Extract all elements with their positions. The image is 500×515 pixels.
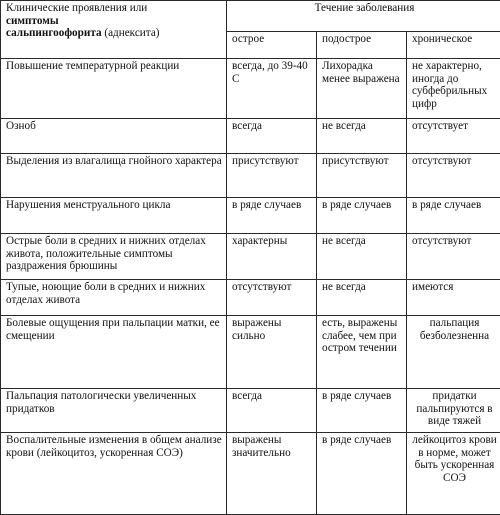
subacute-cell: не всегда (317, 280, 407, 316)
chronic-cell: отсутствуют (407, 154, 500, 198)
header-disease-alias: (аднексита) (102, 27, 160, 39)
acute-cell: характерны (227, 234, 317, 280)
acute-cell: всегда, до 39-40 С (227, 59, 317, 119)
subacute-cell: Лихорадка менее выражена (317, 59, 407, 119)
acute-cell: отсутствуют (227, 280, 317, 316)
table-row (1, 119, 500, 154)
acute-cell: выражены значительно (227, 433, 317, 515)
subacute-cell: не всегда (317, 234, 407, 280)
symptom-cell: Выделения из влагалища гнойного характера (1, 154, 227, 198)
table-row (1, 198, 500, 234)
subacute-cell: есть, выражены слабее, чем при остром течении (317, 316, 407, 389)
symptom-cell: Острые боли в средних и нижних отделах живота, положительные симптомы раздражения брюшины (1, 234, 227, 280)
chronic-cell: в ряде случаев (407, 198, 500, 234)
subacute-cell: в ряде случаев (317, 389, 407, 433)
chronic-cell: придатки пальпируются в виде тяжей (407, 389, 500, 433)
header-col-chronic: хроническое (407, 32, 500, 59)
header-col-acute: острое (227, 32, 317, 59)
chronic-cell: не характерно, иногда до субфебрильных цифр (407, 59, 500, 119)
acute-cell: всегда (227, 119, 317, 154)
header-symptoms-cell (1, 1, 227, 59)
acute-cell: в ряде случаев (227, 198, 317, 234)
symptom-cell: Тупые, ноющие боли в средних и нижних отделах живота (1, 280, 227, 316)
symptom-cell: Воспалительные изменения в общем анализе крови (лейкоцитоз, ускоренная СОЭ) (1, 433, 227, 515)
table-row (1, 59, 500, 119)
chronic-cell: отсутствуют (407, 234, 500, 280)
header-symptoms-line1: Клинические проявления или (6, 2, 223, 15)
header-symptoms-line2: симптомы (6, 15, 223, 28)
symptom-cell: Пальпация патологически увеличенных придатков (1, 389, 227, 433)
chronic-cell: отсутствует (407, 119, 500, 154)
header-col-subacute: подострое (317, 32, 407, 59)
table-row (1, 389, 500, 433)
symptom-cell: Повышение температурной реакции (1, 59, 227, 119)
subacute-cell: присутствуют (317, 154, 407, 198)
header-symptoms-line3 (6, 27, 223, 40)
table-row (1, 280, 500, 316)
table-row (1, 234, 500, 280)
header-course-title: Течение заболевания (227, 1, 500, 32)
acute-cell: присутствуют (227, 154, 317, 198)
acute-cell: всегда (227, 389, 317, 433)
header-row-top (1, 1, 500, 32)
table-row (1, 433, 500, 515)
table-row (1, 316, 500, 389)
chronic-cell: имеются (407, 280, 500, 316)
header-disease-name: сальпингоофорита (6, 27, 102, 39)
chronic-cell: пальпация безболезненна (407, 316, 500, 389)
acute-cell: выражены сильно (227, 316, 317, 389)
subacute-cell: не всегда (317, 119, 407, 154)
table-row (1, 154, 500, 198)
chronic-cell: лейкоцитоз крови в норме, может быть ускоренная СОЭ (407, 433, 500, 515)
symptom-cell: Озноб (1, 119, 227, 154)
subacute-cell: в ряде случаев (317, 433, 407, 515)
symptom-cell: Болевые ощущения при пальпации матки, ее смещении (1, 316, 227, 389)
subacute-cell: в ряде случаев (317, 198, 407, 234)
symptom-cell: Нарушения менструального цикла (1, 198, 227, 234)
